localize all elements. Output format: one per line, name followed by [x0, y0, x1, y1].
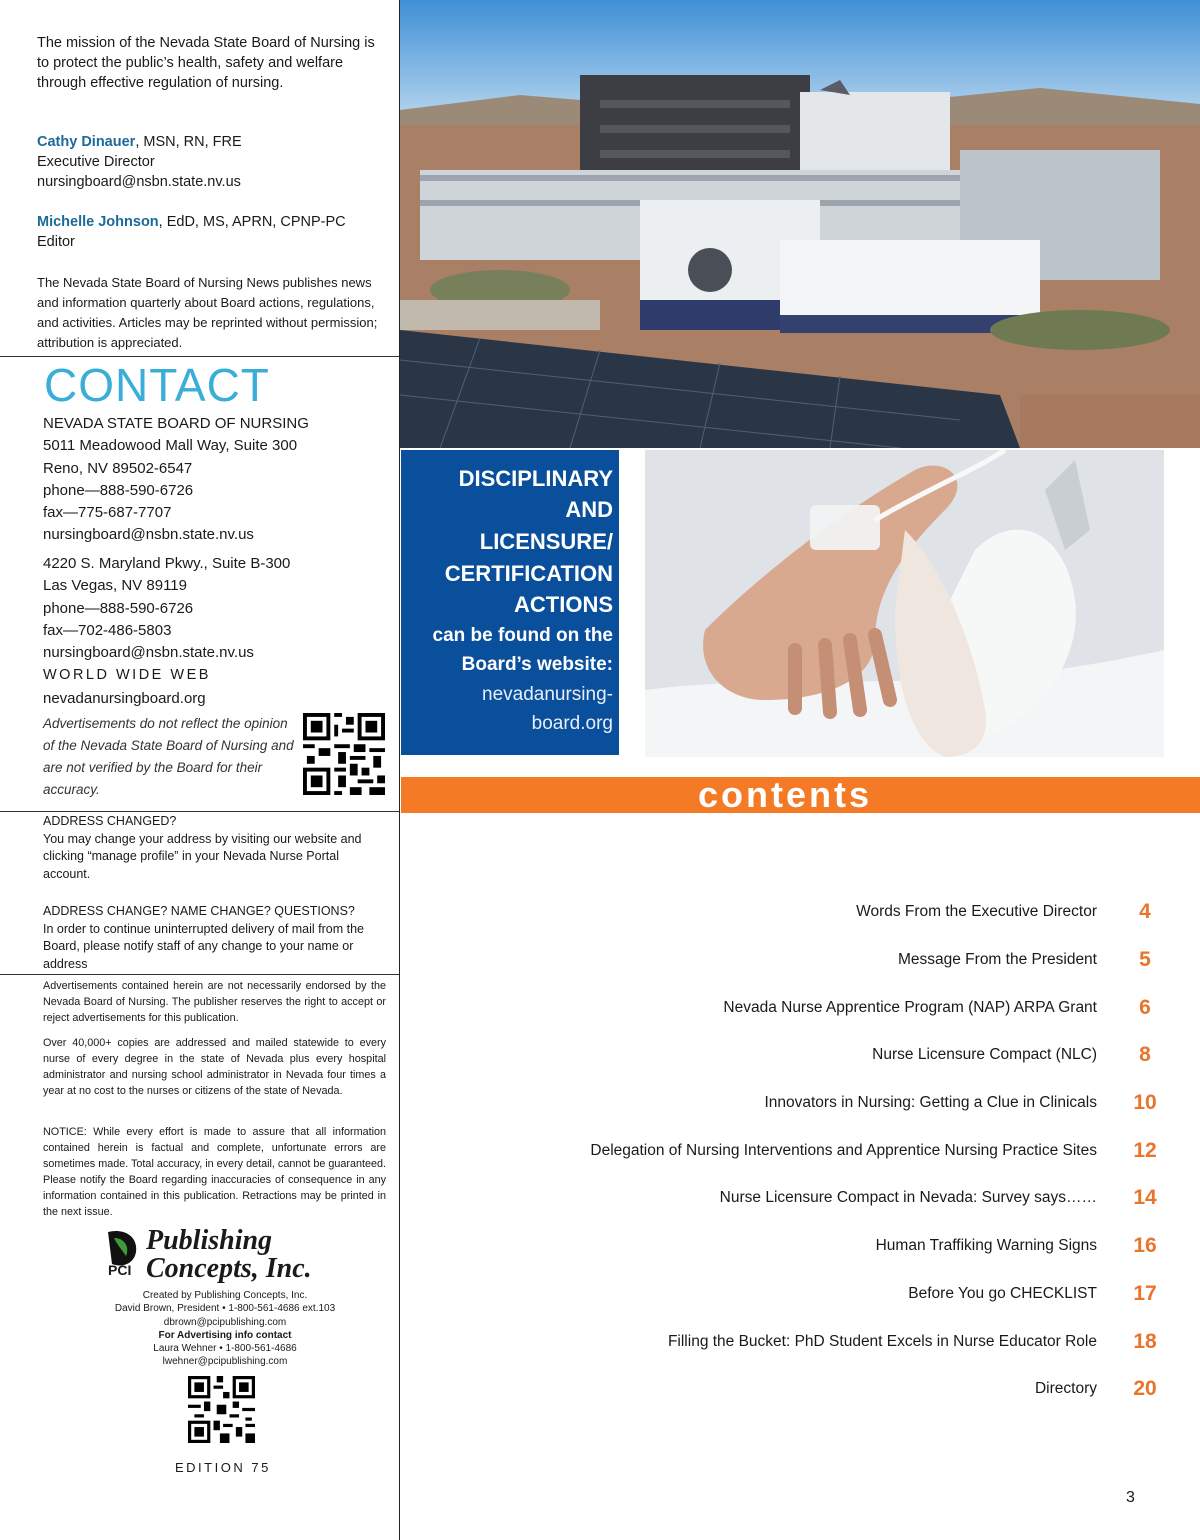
contact-heading: CONTACT: [44, 359, 270, 411]
website-link[interactable]: nevadanursingboard.org: [43, 690, 206, 707]
www-label: WORLD WIDE WEB: [43, 667, 211, 683]
toc-item-title[interactable]: Nurse Licensure Compact (NLC): [872, 1046, 1097, 1063]
toc-item-title[interactable]: Delegation of Nursing Interventions and Apprentice Nursing Practice Sites: [590, 1142, 1097, 1159]
name-change-block: [43, 903, 386, 973]
credit-line: Created by Publishing Concepts, Inc.: [142, 1290, 308, 1301]
las-vegas-office-address: [43, 553, 383, 664]
edition-label: EDITION 75: [175, 1460, 271, 1475]
toc-item-page[interactable]: 6: [1139, 996, 1151, 1019]
editor-name: Michelle Johnson: [37, 214, 159, 230]
toc-item[interactable]: [520, 996, 1200, 1026]
vegas-line: 4220 S. Maryland Pkwy., Suite B-300: [43, 555, 291, 572]
toc-item-title[interactable]: Nevada Nurse Apprentice Program (NAP) ARPA Grant: [723, 999, 1097, 1016]
director-name: Cathy Dinauer: [37, 134, 136, 150]
toc-item[interactable]: [520, 1139, 1200, 1169]
address-changed-block: [43, 813, 386, 883]
callout-subtext: can be found on the: [432, 625, 613, 646]
logo-abbreviation: PCI: [108, 1262, 132, 1278]
executive-director-block: [37, 132, 382, 192]
news-blurb: The Nevada State Board of Nursing News publishes news and information quarterly about Board actions, regulations, and activities. Articles may be reprinted without permission; attribution is appreciated.: [37, 275, 378, 350]
toc-item-page[interactable]: 14: [1133, 1186, 1157, 1209]
ad-disclaimer: Advertisements do not reflect the opinion of the Nevada State Board of Nursing and are not verified by the Board for their accuracy.: [43, 716, 294, 797]
toc-item-title[interactable]: Before You go CHECKLIST: [908, 1285, 1097, 1302]
reno-office-address: [43, 413, 383, 547]
toc-item-title[interactable]: Directory: [1034, 1380, 1097, 1397]
toc-item[interactable]: [520, 1186, 1200, 1216]
editor-block: [37, 212, 382, 252]
callout-line: AND: [565, 497, 613, 522]
toc-item[interactable]: [520, 948, 1200, 978]
credit-email[interactable]: lwehner@pcipublishing.com: [162, 1356, 288, 1368]
callout-website-link[interactable]: board.org: [531, 713, 613, 734]
director-email[interactable]: nursingboard@nsbn.state.nv.us: [37, 174, 241, 190]
toc-item[interactable]: [520, 1282, 1200, 1312]
vegas-phone: phone—888-590-6726: [43, 599, 194, 617]
qr-code-icon[interactable]: [188, 1376, 255, 1443]
accuracy-notice: NOTICE: While every effort is made to assure that all information contained herein is factual and complete, unfortunate errors are sometimes made. Total accuracy, in every detail, cannot be guaranteed. Please notify the Board regarding inaccuracies of consequence in any information contained in this publication. Retractions may be printed in the next issue.: [43, 1126, 386, 1218]
editor-role: Editor: [37, 234, 75, 250]
reno-fax: fax—775-687-7707: [43, 504, 172, 522]
toc-item-title[interactable]: Message From the President: [897, 951, 1097, 968]
callout-line: CERTIFICATION: [444, 561, 613, 586]
toc-item-page[interactable]: 8: [1139, 1043, 1151, 1066]
toc-item-page[interactable]: 20: [1133, 1377, 1157, 1400]
credit-advertising-heading: For Advertising info contact: [158, 1329, 292, 1341]
name-change-text: In order to continue uninterrupted delivery of mail from the Board, please notify staff of any change to your name or address: [43, 921, 365, 971]
callout-line: DISCIPLINARY: [458, 466, 613, 491]
toc-item-page[interactable]: 10: [1133, 1091, 1157, 1114]
masthead-column: [0, 0, 400, 1540]
toc-item[interactable]: [520, 1043, 1200, 1073]
divider: [0, 974, 400, 975]
toc-item-title[interactable]: Filling the Bucket: PhD Student Excels in Nurse Educator Role: [667, 1333, 1097, 1350]
toc-item-page[interactable]: 12: [1133, 1139, 1157, 1162]
toc-item-title[interactable]: Words From the Executive Director: [856, 903, 1097, 920]
divider: [0, 356, 400, 357]
reno-line: 5011 Meadowood Mall Way, Suite 300: [43, 437, 298, 455]
vegas-email[interactable]: nursingboard@nsbn.state.nv.us: [43, 644, 254, 662]
callout-line: LICENSURE/: [479, 529, 613, 554]
editor-credentials: , EdD, MS, APRN, CPNP-PC: [158, 214, 346, 230]
disciplinary-actions-callout: [401, 450, 619, 755]
address-changed-heading: ADDRESS CHANGED?: [43, 814, 177, 828]
reno-line: Reno, NV 89502-6547: [43, 459, 193, 477]
toc-item[interactable]: [520, 1330, 1200, 1360]
toc-item-page[interactable]: 5: [1139, 948, 1151, 971]
toc-item[interactable]: [520, 1377, 1200, 1407]
toc-item[interactable]: [520, 1091, 1200, 1121]
toc-item-page[interactable]: 16: [1133, 1234, 1157, 1257]
hospital-building-photo: [400, 0, 1200, 448]
vegas-fax: fax—702-486-5803: [43, 621, 172, 639]
credit-line: David Brown, President • 1-800-561-4686 ext.103: [114, 1303, 336, 1315]
name-change-heading: ADDRESS CHANGE? NAME CHANGE? QUESTIONS?: [43, 904, 355, 918]
logo-line-1: Publishing: [146, 1225, 273, 1256]
circulation-notice: Over 40,000+ copies are addressed and mailed statewide to every nurse of every degree in the state of Nevada plus every hospital administrator and nursing school administrator in Nevada four times a year at no cost to the nurses or citizens of the state of Nevada.: [43, 1037, 386, 1097]
iv-hand-photo: [645, 450, 1164, 757]
reno-line: NEVADA STATE BOARD OF NURSING: [43, 415, 309, 432]
publisher-logo: [104, 1225, 344, 1284]
callout-line: ACTIONS: [514, 592, 613, 617]
page-number: 3: [1126, 1489, 1135, 1506]
vegas-line: Las Vegas, NV 89119: [43, 577, 187, 595]
logo-line-2: Concepts, Inc.: [146, 1253, 312, 1284]
contents-heading: contents: [697, 774, 872, 815]
divider: [0, 811, 400, 812]
callout-subtext: Board’s website:: [461, 654, 613, 675]
director-role: Executive Director: [37, 154, 155, 170]
toc-item-title[interactable]: Nurse Licensure Compact in Nevada: Survey says……: [719, 1189, 1097, 1206]
toc-item-page[interactable]: 18: [1133, 1330, 1157, 1353]
toc-item-title[interactable]: Human Traffiking Warning Signs: [875, 1237, 1097, 1254]
reno-email[interactable]: nursingboard@nsbn.state.nv.us: [43, 526, 254, 544]
toc-item-page[interactable]: 17: [1133, 1282, 1157, 1305]
reno-phone: phone—888-590-6726: [43, 481, 194, 499]
toc-item[interactable]: [520, 900, 1200, 930]
callout-website-link[interactable]: nevadanursing-: [482, 684, 613, 705]
toc-item-title[interactable]: Innovators in Nursing: Getting a Clue in Clinicals: [764, 1094, 1097, 1111]
credit-line: Laura Wehner • 1-800-561-4686: [153, 1343, 297, 1355]
address-changed-text: You may change your address by visiting our website and clicking “manage profile” in your Nevada Nurse Portal account.: [43, 831, 362, 881]
mission-statement: The mission of the Nevada State Board of Nursing is to protect the public’s health, safety and welfare through effective regulation of nursing.: [37, 35, 375, 91]
ad-endorsement-notice: Advertisements contained herein are not necessarily endorsed by the Nevada Board of Nursing. The publisher reserves the right to accept or reject advertisements for this publication.: [43, 980, 386, 1024]
credit-email[interactable]: dbrown@pcipublishing.com: [163, 1316, 287, 1328]
director-credentials: , MSN, RN, FRE: [135, 134, 242, 150]
qr-code-icon[interactable]: [303, 713, 385, 795]
toc-item[interactable]: [520, 1234, 1200, 1264]
toc-item-page[interactable]: 4: [1139, 900, 1151, 923]
publisher-credits: [90, 1289, 360, 1369]
